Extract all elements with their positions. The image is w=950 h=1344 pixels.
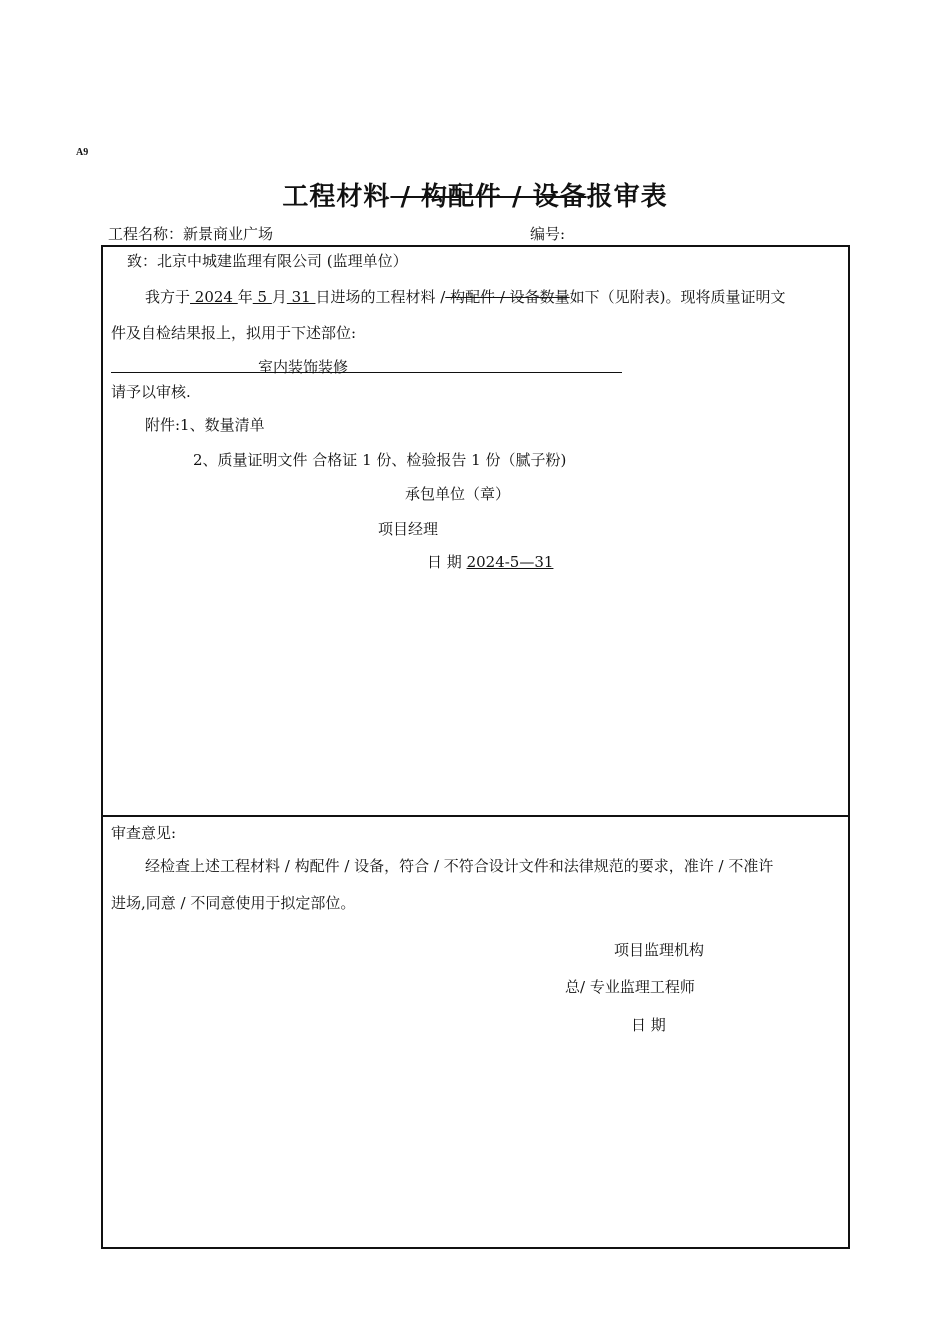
section-divider xyxy=(101,815,850,817)
review-text-2: 进场,同意 / 不同意使用于拟定部位。 xyxy=(111,894,356,912)
entry-day: 31 xyxy=(286,288,316,306)
title-part-1: 工程材料 xyxy=(282,182,391,212)
addressee: 致：北京中城建监理有限公司 (监理单位） xyxy=(127,252,408,270)
request-text: 请予以审核. xyxy=(111,383,191,401)
review-label: 审查意见: xyxy=(111,824,177,842)
intro-rest: 如下（见附表)。现将质量证明文 xyxy=(569,288,786,306)
attachment-1: 附件:1、数量清单 xyxy=(145,416,265,434)
supervision-org-label: 项目监理机构 xyxy=(614,941,705,959)
intro-line-1 xyxy=(145,286,786,307)
date-label: 日 期 xyxy=(427,553,462,571)
day-suffix: 日进场的工程材料 / xyxy=(315,288,446,306)
year-unit: 年 xyxy=(237,288,253,306)
title-part-3: 报审表 xyxy=(586,182,668,212)
attachment-2: 2、质量证明文件 合格证 1 份、检验报告 1 份（腻子粉) xyxy=(193,451,567,469)
struck-items: 构配件 / 设备数量 xyxy=(445,288,570,306)
month-unit: 月 xyxy=(271,288,287,306)
supervising-engineer-label: 总/ 专业监理工程师 xyxy=(565,978,695,996)
form-number-label: 编号: xyxy=(530,225,566,243)
entry-month: 5 xyxy=(252,288,272,306)
submission-date xyxy=(427,551,605,572)
project-name: 工程名称：新景商业广场 xyxy=(108,225,274,243)
page-title xyxy=(0,176,950,213)
date-value: 2024-5—31 xyxy=(466,553,554,571)
location-underline xyxy=(111,372,622,373)
intro-line-2: 件及自检结果报上，拟用于下述部位: xyxy=(111,324,357,342)
review-text-1: 经检查上述工程材料 / 构配件 / 设备，符合 / 不符合设计文件和法律规范的要求，准许 / 不准许 xyxy=(145,857,774,875)
title-part-2-struck: / 构配件 / 设备 xyxy=(390,182,587,212)
form-frame xyxy=(101,245,850,1249)
entry-year: 2024 xyxy=(190,288,238,306)
project-manager-label: 项目经理 xyxy=(378,520,439,538)
review-date-label: 日 期 xyxy=(631,1016,666,1034)
intro-prefix: 我方于 xyxy=(145,288,191,306)
location-value: 室内装饰装修 xyxy=(258,358,349,376)
form-code: A9 xyxy=(76,147,89,158)
contractor-seal-label: 承包单位（章） xyxy=(405,485,511,503)
